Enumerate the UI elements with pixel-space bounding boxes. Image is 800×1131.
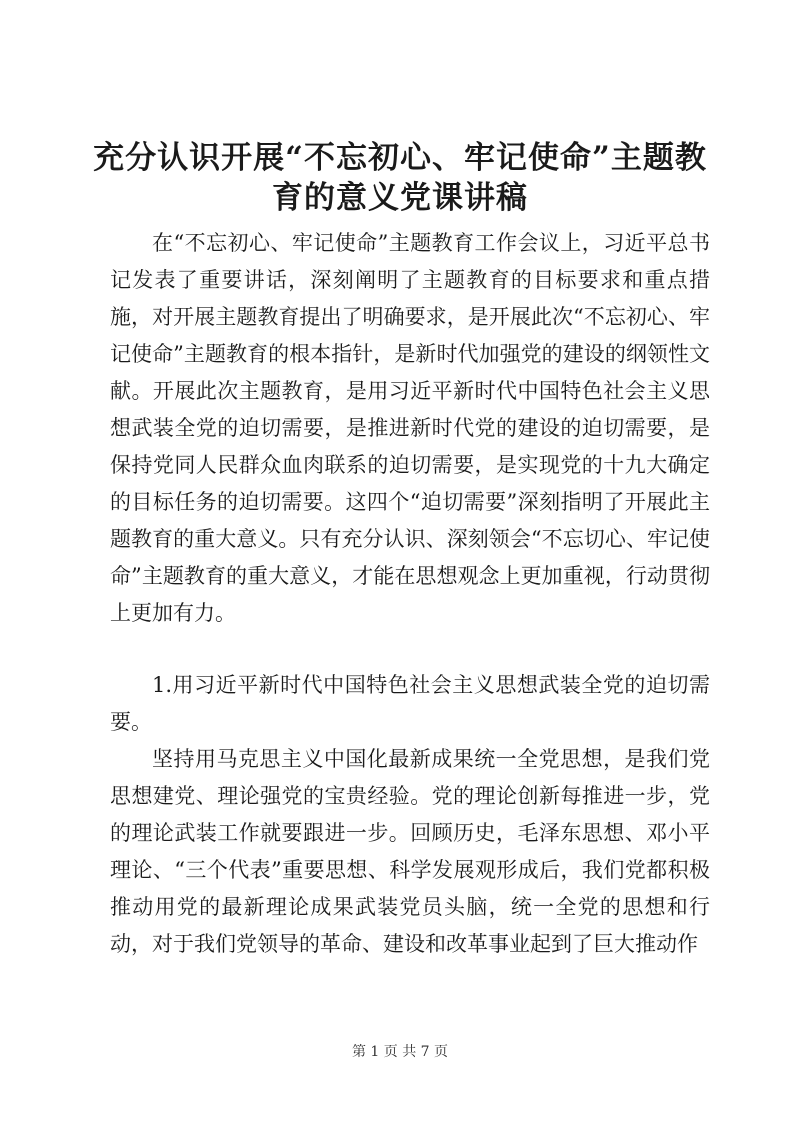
page-footer: 第 1 页 共 7 页 (351, 1044, 449, 1060)
paragraph-section-1: 坚持用马克思主义中国化最新成果统一全党思想，是我们党思想建党、理论强党的宝贵经验。党的理论创新每推进一步，党的理论武装工作就要跟进一步。回顾历史，毛泽东思想、邓小平理论、“三个代表”重要思想、科学发展观形成后，我们党都积极推动用党的最新理论成果武装党员头脑，统一全党的思想和行动，对于我们党领导的革命、建设和改革事业起到了巨大推动作 (110, 747, 710, 956)
document-title: 充分认识开展“不忘初心、牢记使命”主题教育的意义党课讲稿 (93, 140, 707, 216)
paragraph-intro: 在“不忘初心、牢记使命”主题教育工作会议上，习近平总书记发表了重要讲话，深刻阐明了主题教育的目标要求和重点措施，对开展主题教育提出了明确要求，是开展此次“不忘初心、牢记使命”主题教育的根本指针，是新时代加强党的建设的纲领性文献。开展此次主题教育，是用习近平新时代中国特色社会主义思想武装全党的迫切需要，是推进新时代党的建设的迫切需要，是保持党同人民群众血肉联系的迫切需要，是实现党的十九大确定的目标任务的迫切需要。这四个“迫切需要”深刻指明了开展此主题教育的重大意义。只有充分认识、深刻领会“不忘切心、牢记使命”主题教育的重大意义，才能在思想观念上更加重视，行动贯彻上更加有力。 (110, 231, 710, 625)
section-heading-1: 1.用习近平新时代中国特色社会主义思想武装全党的迫切需要。 (110, 673, 710, 734)
